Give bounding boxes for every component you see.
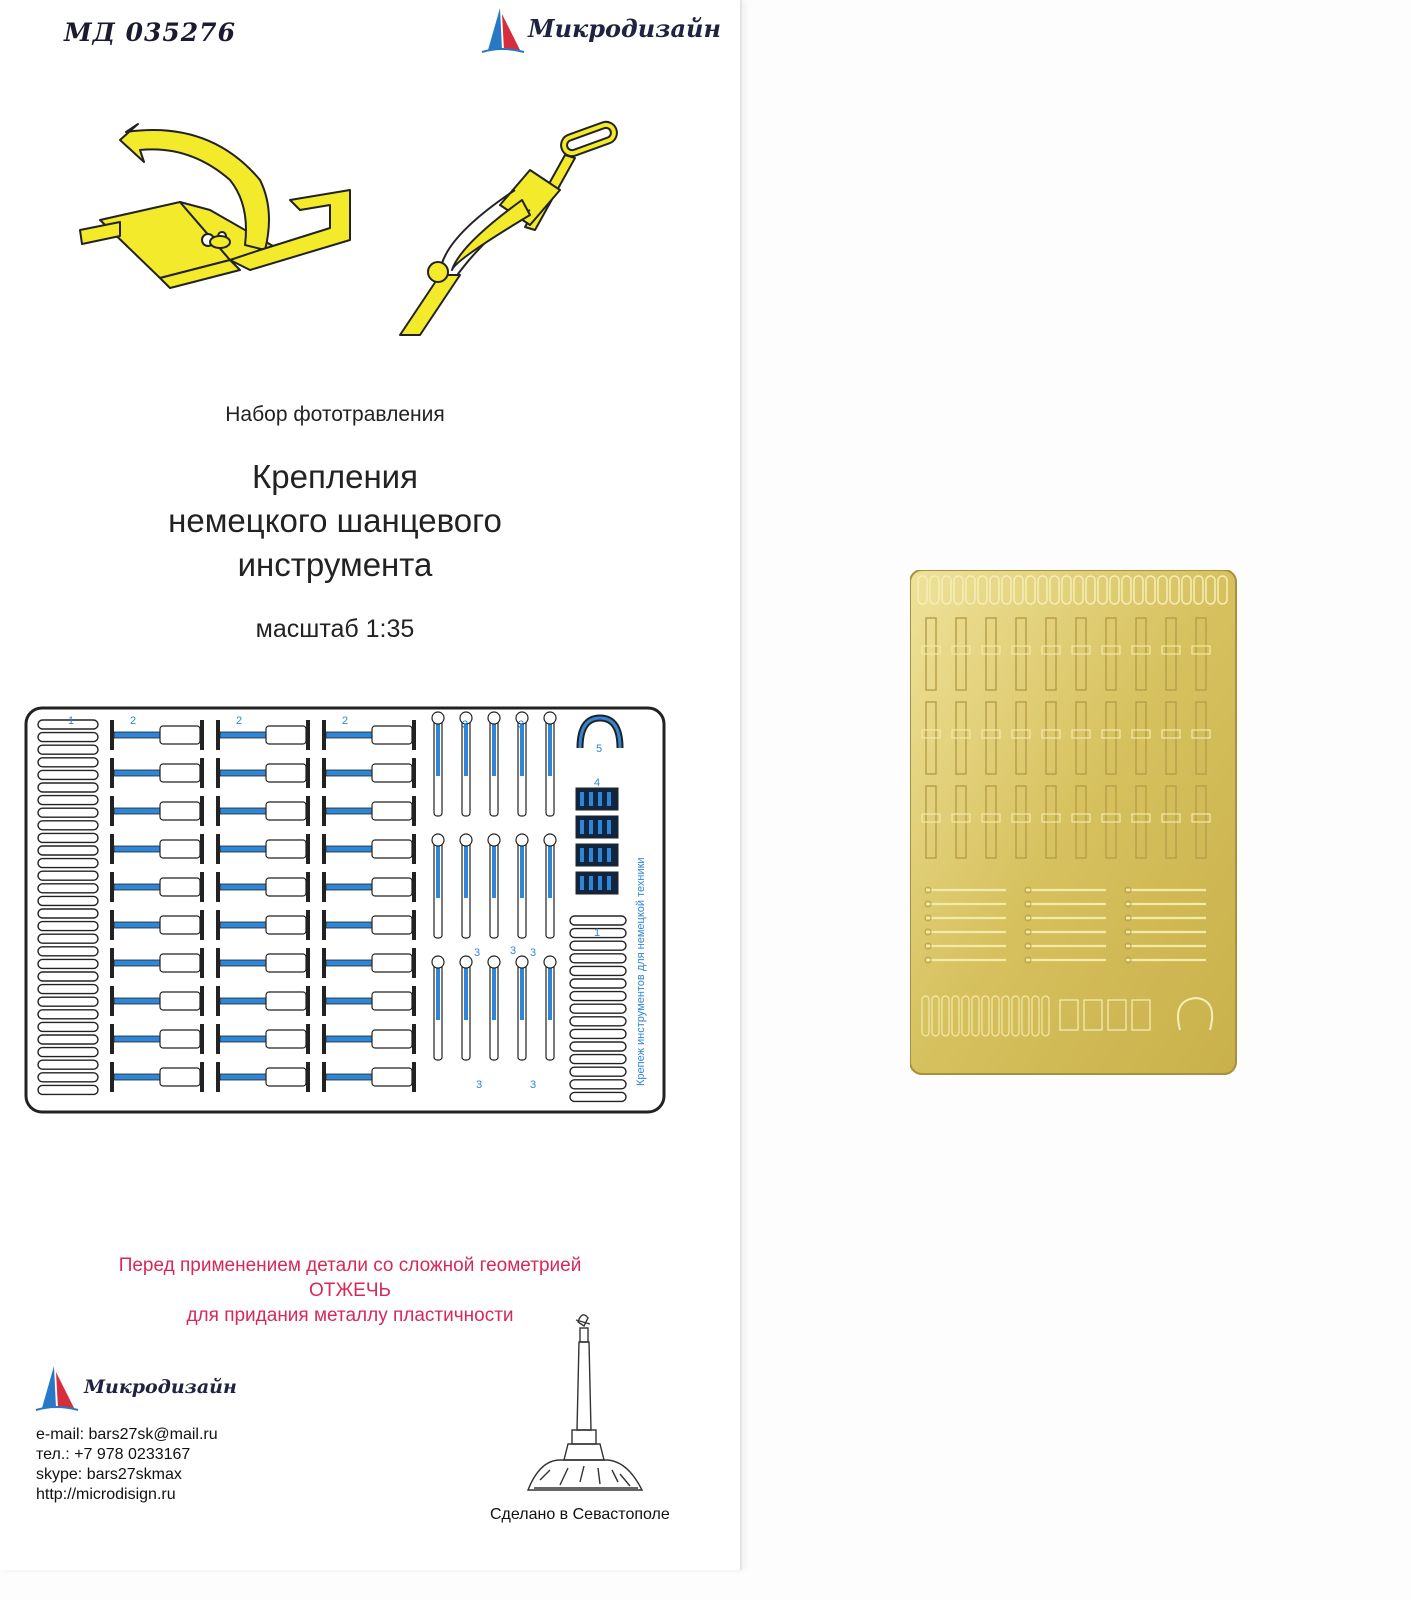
pin-head [544,712,556,724]
pin-head [460,834,472,846]
strap-bracket-clip [160,1068,200,1086]
block-slot [607,820,611,834]
strap-bracket-end [216,1062,220,1092]
subtitle: Набор фототравления [225,403,445,426]
strap-bracket-band [220,770,266,776]
pin-head [544,956,556,968]
strap-bracket-band [114,846,160,852]
strap-bracket-end [322,720,326,750]
strap-bracket-end [200,1024,204,1054]
strap-bracket-end [216,948,220,978]
strap-bracket-band [326,922,372,928]
part-number-1-right: 1 [594,927,601,939]
strap-bracket-end [306,1062,310,1092]
strap-bracket-clip [160,726,200,744]
pin-head [432,834,444,846]
strap-bracket-end [110,834,114,864]
strap-bracket-end [412,796,416,826]
sail-logo-icon [34,1362,80,1414]
part-number-3-g: 3 [530,1079,537,1091]
pin-head [516,834,528,846]
strap-bracket-end [322,1024,326,1054]
strap-bracket-band [326,998,372,1004]
part-number-3-b: 3 [518,719,525,731]
strap-bracket-end [200,796,204,826]
strap-bracket-band [220,1036,266,1042]
strap-bracket-end [306,910,310,940]
title-line-2: немецкого шанцевого [168,502,502,539]
strap-bracket-clip [372,726,412,744]
strap-bracket-clip [266,916,306,934]
strap-bracket-end [216,720,220,750]
strap-bracket-clip [266,726,306,744]
strap-bracket-end [110,986,114,1016]
pin-blue-section [548,716,552,776]
contact-email[interactable]: e-mail: bars27sk@mail.ru [36,1426,218,1443]
part-number-2-a: 2 [130,715,137,727]
strap-bracket-end [322,910,326,940]
strap-bracket-clip [372,916,412,934]
block-slot [607,792,611,806]
strap-bracket-band [326,732,372,738]
contact-skype: skype: bars27skmax [36,1466,182,1483]
pin-head [488,712,500,724]
strap-bracket-end [110,1024,114,1054]
strap-bracket-end [110,872,114,902]
scale-label: масштаб 1:35 [255,615,415,643]
pin-blue-section [464,960,468,1020]
sevastopol-monument-icon [520,1310,650,1495]
strap-bracket-clip [372,802,412,820]
strap-bracket-end [216,910,220,940]
pin-blue-section [548,960,552,1020]
strap-bracket-band [114,1036,160,1042]
strap-bracket-clip [266,992,306,1010]
contact-info [36,1425,218,1505]
product-title [0,455,670,587]
strap-bracket-band [326,1036,372,1042]
strap-bracket-end [110,910,114,940]
strap-bracket-band [326,1074,372,1080]
pin-blue-section [520,960,524,1020]
strap-bracket-end [306,834,310,864]
strap-bracket-clip [160,954,200,972]
pin-head [544,834,556,846]
holder-part-drawing [400,119,620,335]
strap-bracket-clip [372,954,412,972]
strap-bracket-end [200,872,204,902]
strap-bracket-band [220,732,266,738]
brand-logo-bottom [34,1362,264,1414]
strap-bracket-clip [372,840,412,858]
pin-blue-section [548,838,552,898]
strap-bracket-clip [266,954,306,972]
strap-bracket-end [216,986,220,1016]
block-slot [607,848,611,862]
part-number-3-f: 3 [476,1079,483,1091]
strap-bracket-band [220,808,266,814]
block-slot [598,792,602,806]
block-slot [598,820,602,834]
strap-bracket-band [114,770,160,776]
strap-bracket-band [114,1074,160,1080]
strap-bracket-end [412,1024,416,1054]
strap-bracket-clip [372,1068,412,1086]
strap-bracket-end [216,1024,220,1054]
strap-bracket-band [220,846,266,852]
strap-bracket-band [114,884,160,890]
strap-bracket-end [110,796,114,826]
strap-bracket-end [200,948,204,978]
block-slot [607,876,611,890]
strap-bracket-band [326,884,372,890]
strap-bracket-end [306,758,310,788]
warning-line-1: Перед применением детали со сложной геометрией [118,1255,582,1276]
strap-bracket-end [412,758,416,788]
strap-bracket-clip [160,802,200,820]
strap-bracket-clip [266,802,306,820]
strap-bracket-end [306,1024,310,1054]
warning-line-2: ОТЖЕЧЬ [309,1280,391,1301]
strap-bracket-end [200,720,204,750]
strap-bracket-end [110,948,114,978]
pin-blue-section [520,838,524,898]
strap-bracket-end [200,910,204,940]
strap-bracket-clip [266,840,306,858]
strap-bracket-band [114,998,160,1004]
strap-bracket-end [412,720,416,750]
strap-bracket-clip [266,1068,306,1086]
made-in-label: Сделано в Севастополе [490,1506,670,1523]
bracket-part-drawing [80,124,350,288]
block-slot [580,848,584,862]
title-line-1: Крепления [252,458,418,495]
block-slot [580,792,584,806]
strap-bracket-end [322,834,326,864]
pin-blue-section [436,960,440,1020]
parts-illustration [60,110,660,360]
strap-bracket-end [322,796,326,826]
strap-bracket-clip [160,916,200,934]
strap-bracket-band [220,884,266,890]
pin-head [432,712,444,724]
strap-bracket-end [200,758,204,788]
strap-bracket-clip [372,764,412,782]
strap-bracket-clip [372,992,412,1010]
pin-head [460,956,472,968]
part-number-2-b: 2 [236,715,243,727]
strap-bracket-end [110,720,114,750]
brand-name-bottom: Микродизайн [84,1376,237,1398]
strap-bracket-end [200,834,204,864]
strap-bracket-band [220,1074,266,1080]
strap-bracket-end [306,796,310,826]
strap-bracket-end [322,986,326,1016]
strap-bracket-end [412,986,416,1016]
block-slot [598,876,602,890]
strap-bracket-band [326,770,372,776]
part-number-3-d: 3 [530,947,537,959]
pin-blue-section [492,716,496,776]
fret-layout-drawing [24,706,666,1116]
block-slot [580,876,584,890]
strap-bracket-band [220,960,266,966]
strap-bracket-band [114,732,160,738]
strap-bracket-band [220,922,266,928]
pin-blue-section [492,960,496,1020]
sail-logo-icon [480,6,526,54]
strap-bracket-band [114,960,160,966]
strap-bracket-end [216,834,220,864]
strap-bracket-end [200,1062,204,1092]
part-number-4: 4 [594,777,601,789]
strap-bracket-band [326,808,372,814]
strap-bracket-clip [266,878,306,896]
strap-bracket-band [220,998,266,1004]
strap-bracket-clip [160,1030,200,1048]
strap-bracket-end [110,1062,114,1092]
strap-bracket-end [412,872,416,902]
brand-logo-top [480,6,721,54]
contact-website[interactable]: http://microdisign.ru [36,1486,176,1503]
strap-bracket-end [216,796,220,826]
part-number-2-c: 2 [342,715,349,727]
pin-blue-section [436,716,440,776]
strap-bracket-clip [372,1030,412,1048]
strap-bracket-end [306,720,310,750]
strap-bracket-end [322,872,326,902]
block-slot [589,876,593,890]
strap-bracket-clip [160,840,200,858]
strap-bracket-end [322,758,326,788]
part-number-1-left: 1 [68,715,75,727]
pin-head [516,956,528,968]
strap-bracket-end [322,948,326,978]
strap-bracket-end [200,986,204,1016]
block-slot [580,820,584,834]
warning-line-3: для придания металлу пластичности [186,1305,514,1326]
strap-bracket-end [216,872,220,902]
strap-bracket-end [216,758,220,788]
strap-bracket-clip [160,764,200,782]
pin-blue-section [436,838,440,898]
contact-phone: тел.: +7 978 0233167 [36,1446,191,1463]
strap-bracket-end [412,1062,416,1092]
fret-side-caption: Крепеж инструментов для немецкой техники [635,857,647,1086]
strap-bracket-band [326,960,372,966]
strap-bracket-clip [266,1030,306,1048]
pin-blue-section [464,838,468,898]
part-number-5: 5 [596,743,603,755]
strap-bracket-band [114,922,160,928]
title-line-3: инструмента [237,546,433,583]
strap-bracket-end [412,834,416,864]
strap-bracket-end [110,758,114,788]
strap-bracket-end [412,910,416,940]
part-number-3-a: 3 [462,719,469,731]
block-slot [589,792,593,806]
pin-head [488,956,500,968]
strap-bracket-clip [372,878,412,896]
strap-bracket-clip [160,992,200,1010]
pin-head [488,834,500,846]
product-code: МД 035276 [64,18,236,47]
pin-head [432,956,444,968]
pin-blue-section [492,838,496,898]
strap-bracket-clip [160,878,200,896]
strap-bracket-end [412,948,416,978]
strap-bracket-end [306,948,310,978]
strap-bracket-end [306,872,310,902]
block-slot [589,848,593,862]
strap-bracket-end [306,986,310,1016]
brand-name: Микродизайн [528,14,721,43]
strap-bracket-band [326,846,372,852]
part-number-3-c: 3 [474,947,481,959]
brass-fret-photo [910,570,1240,1078]
strap-bracket-band [114,808,160,814]
part-number-3-e: 3 [510,945,517,957]
block-slot [589,820,593,834]
strap-bracket-clip [266,764,306,782]
strap-bracket-end [322,1062,326,1092]
block-slot [598,848,602,862]
